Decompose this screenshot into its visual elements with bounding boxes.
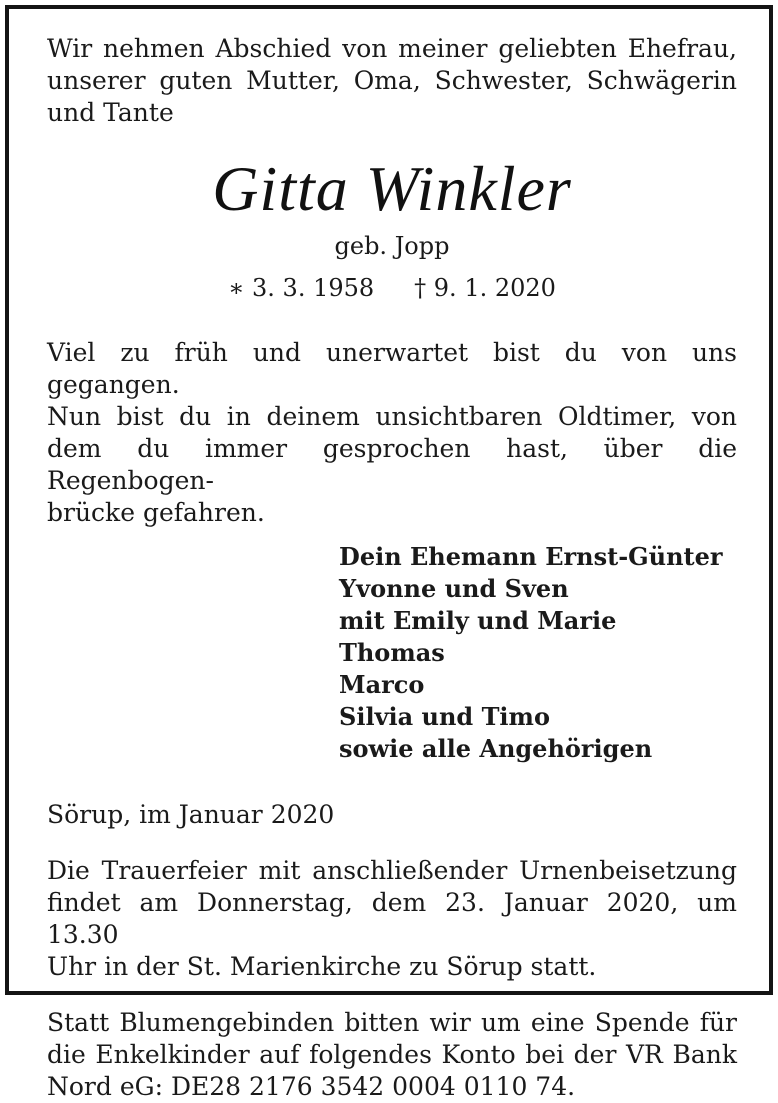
family-member: Marco [339,670,425,699]
message-line: brücke gefahren. [47,498,265,527]
deceased-name: Gitta Winkler [212,153,572,224]
family-member: Thomas [339,638,445,667]
family-member: Dein Ehemann Ernst-Günter [339,542,723,571]
family-member: sowie alle Angehörigen [339,734,653,763]
family-member: Yvonne und Sven [339,574,569,603]
life-dates [47,273,737,303]
funeral-line: Die Trauerfeier mit anschließender Urnenbeisetzung [47,856,737,885]
place-date: Sörup, im Januar 2020 [47,800,335,829]
message-line: Nun bist du in deinem unsichtbaren Oldtimer, von [47,402,737,431]
family-member: Silvia und Timo [339,702,550,731]
birth-date: ∗ 3. 3. 1958 [228,274,375,302]
obituary-frame [5,5,773,1101]
maiden-name: geb. Jopp [334,232,450,260]
intro-line: Wir nehmen Abschied von meiner geliebten Ehefrau, [47,34,737,63]
message-line: dem du immer gesprochen hast, über die Regenbogen- [47,434,737,495]
funeral-line: findet am Donnerstag, dem 23. Januar 2020, um 13.30 [47,888,737,949]
intro-text [47,33,737,129]
family-member: mit Emily und Marie [339,606,617,635]
message-line: Viel zu früh und unerwartet bist du von uns gegangen. [47,338,737,399]
death-date: † 9. 1. 2020 [414,274,556,302]
donation-line: die Enkelkinder auf folgendes Konto bei der VR Bank [47,1040,737,1069]
intro-line: und Tante [47,98,174,127]
donation-line: Statt Blumengebinden bitten wir um eine Spende für [47,1008,737,1037]
message-text [47,337,737,529]
obituary-content [47,33,737,1103]
funeral-text [47,855,737,983]
intro-line: unserer guten Mutter, Oma, Schwester, Schwägerin [47,66,737,95]
funeral-line: Uhr in der St. Marienkirche zu Sörup statt. [47,952,597,981]
family-list [339,541,737,765]
donation-line: Nord eG: DE28 2176 3542 0004 0110 74. [47,1072,576,1101]
donation-text [47,1007,737,1103]
